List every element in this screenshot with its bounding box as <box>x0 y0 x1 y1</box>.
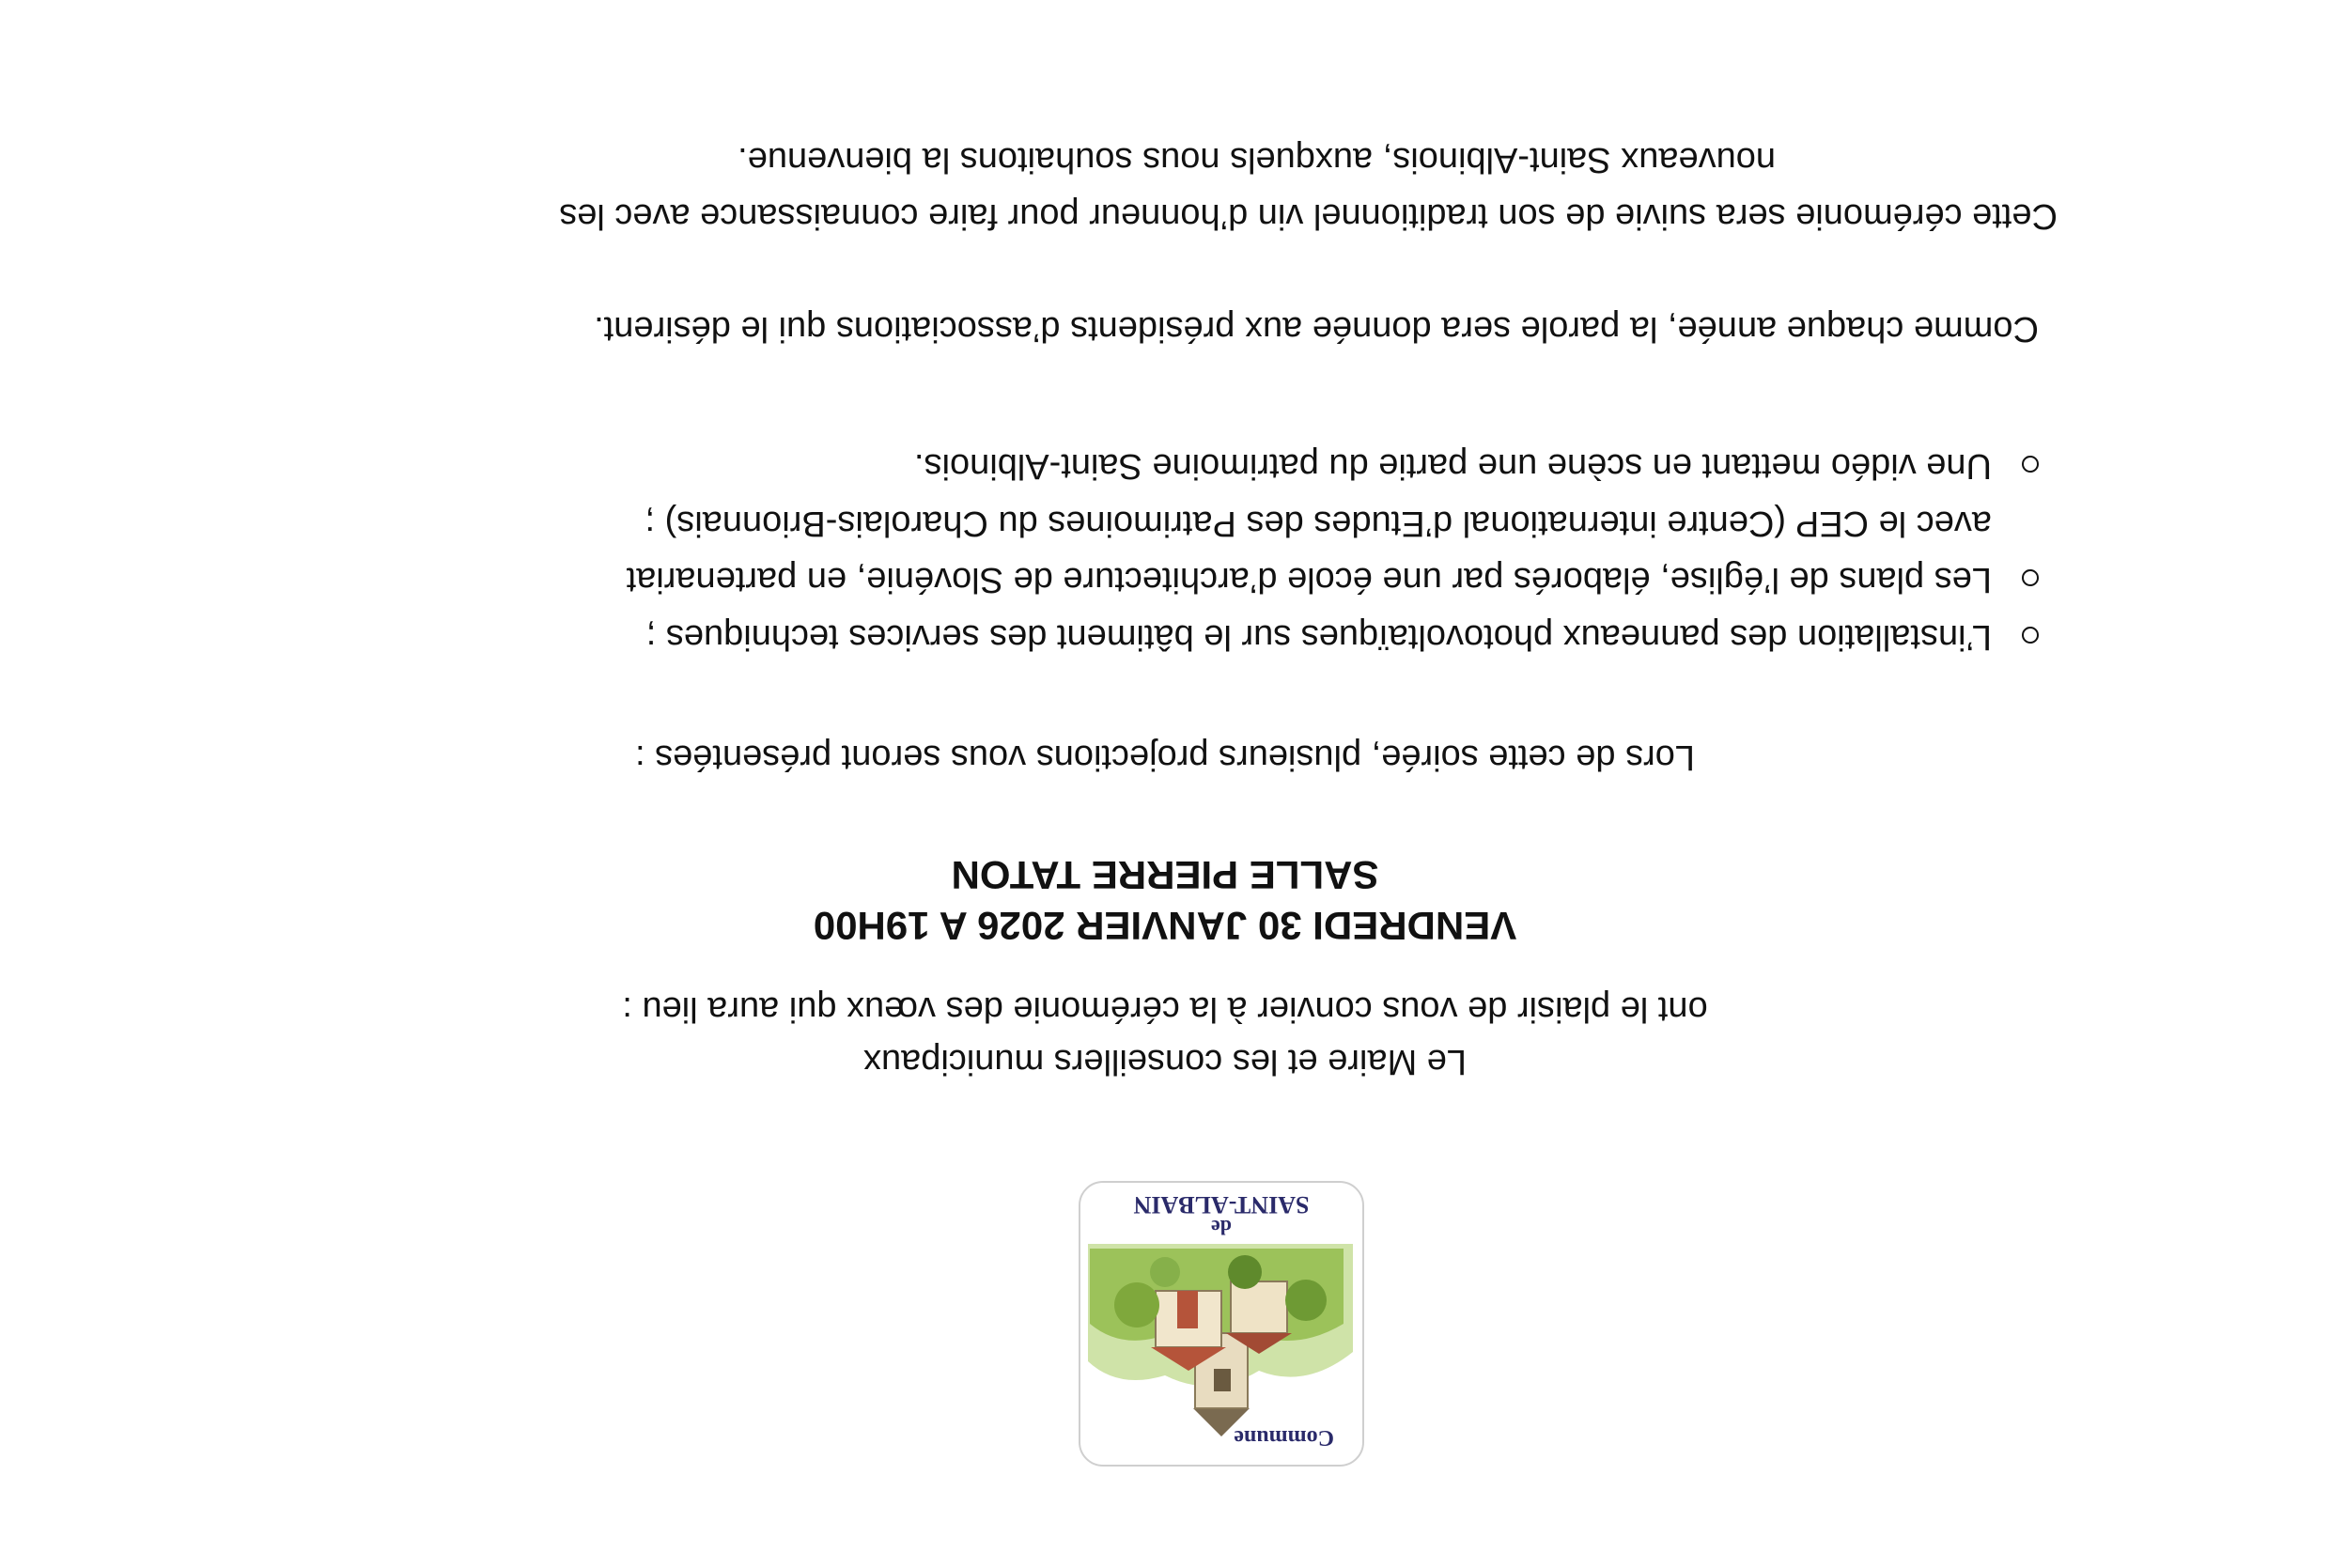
invitation-line-2: ont le plaisir de vous convier à la cérémonie des vœux qui aura lieu : <box>622 989 1708 1029</box>
logo-word-de: de <box>1211 1216 1232 1239</box>
commune-logo <box>1079 1181 1364 1467</box>
bullet-circle-icon <box>2022 569 2039 586</box>
logo-word-saint-albain: SAINT-ALBAIN <box>1133 1191 1310 1219</box>
logo-word-commune: Commune <box>1234 1425 1334 1450</box>
list-item-text: Une vidéo mettant en scène une partie du patrimoine Saint-Albinois. <box>913 446 1992 486</box>
reception-paragraph-line-2: nouveaux Saint-Albinois, auxquels nous souhaitons la bienvenue. <box>738 140 1776 179</box>
list-item <box>627 559 1992 599</box>
event-place: SALLE PIERRE TATON <box>951 853 1379 897</box>
list-item-continuation: avec le CEP (Centre international d’Etudes des Patrimoines du Charolais-Brionnais) ; <box>645 504 1992 543</box>
reception-paragraph-line-1: Cette cérémonie sera suivie de son traditionnel vin d’honneur pour faire connaissance avec les <box>559 196 2058 236</box>
bullet-circle-icon <box>2022 627 2039 644</box>
list-item <box>914 445 1992 486</box>
list-item-text: L’installation des panneaux photovoltaïques sur le bâtiment des services techniques ; <box>645 617 1992 657</box>
associations-paragraph: Comme chaque année, la parole sera donnée aux présidents d’associations qui le désirent. <box>594 309 2039 349</box>
list-item-text: Les plans de l’église, élaborés par une école d’architecture de Slovénie, en partenariat <box>626 560 1992 599</box>
projections-intro: Lors de cette soirée, plusieurs projections vous seront présentées : <box>635 737 1695 777</box>
list-item <box>646 616 1992 657</box>
event-date: VENDREDI 30 JANVIER 2026 A 19H00 <box>813 904 1517 948</box>
bullet-circle-icon <box>2022 456 2039 473</box>
invitation-line-1: Le Maire et les conseillers municipaux <box>862 1042 1468 1081</box>
